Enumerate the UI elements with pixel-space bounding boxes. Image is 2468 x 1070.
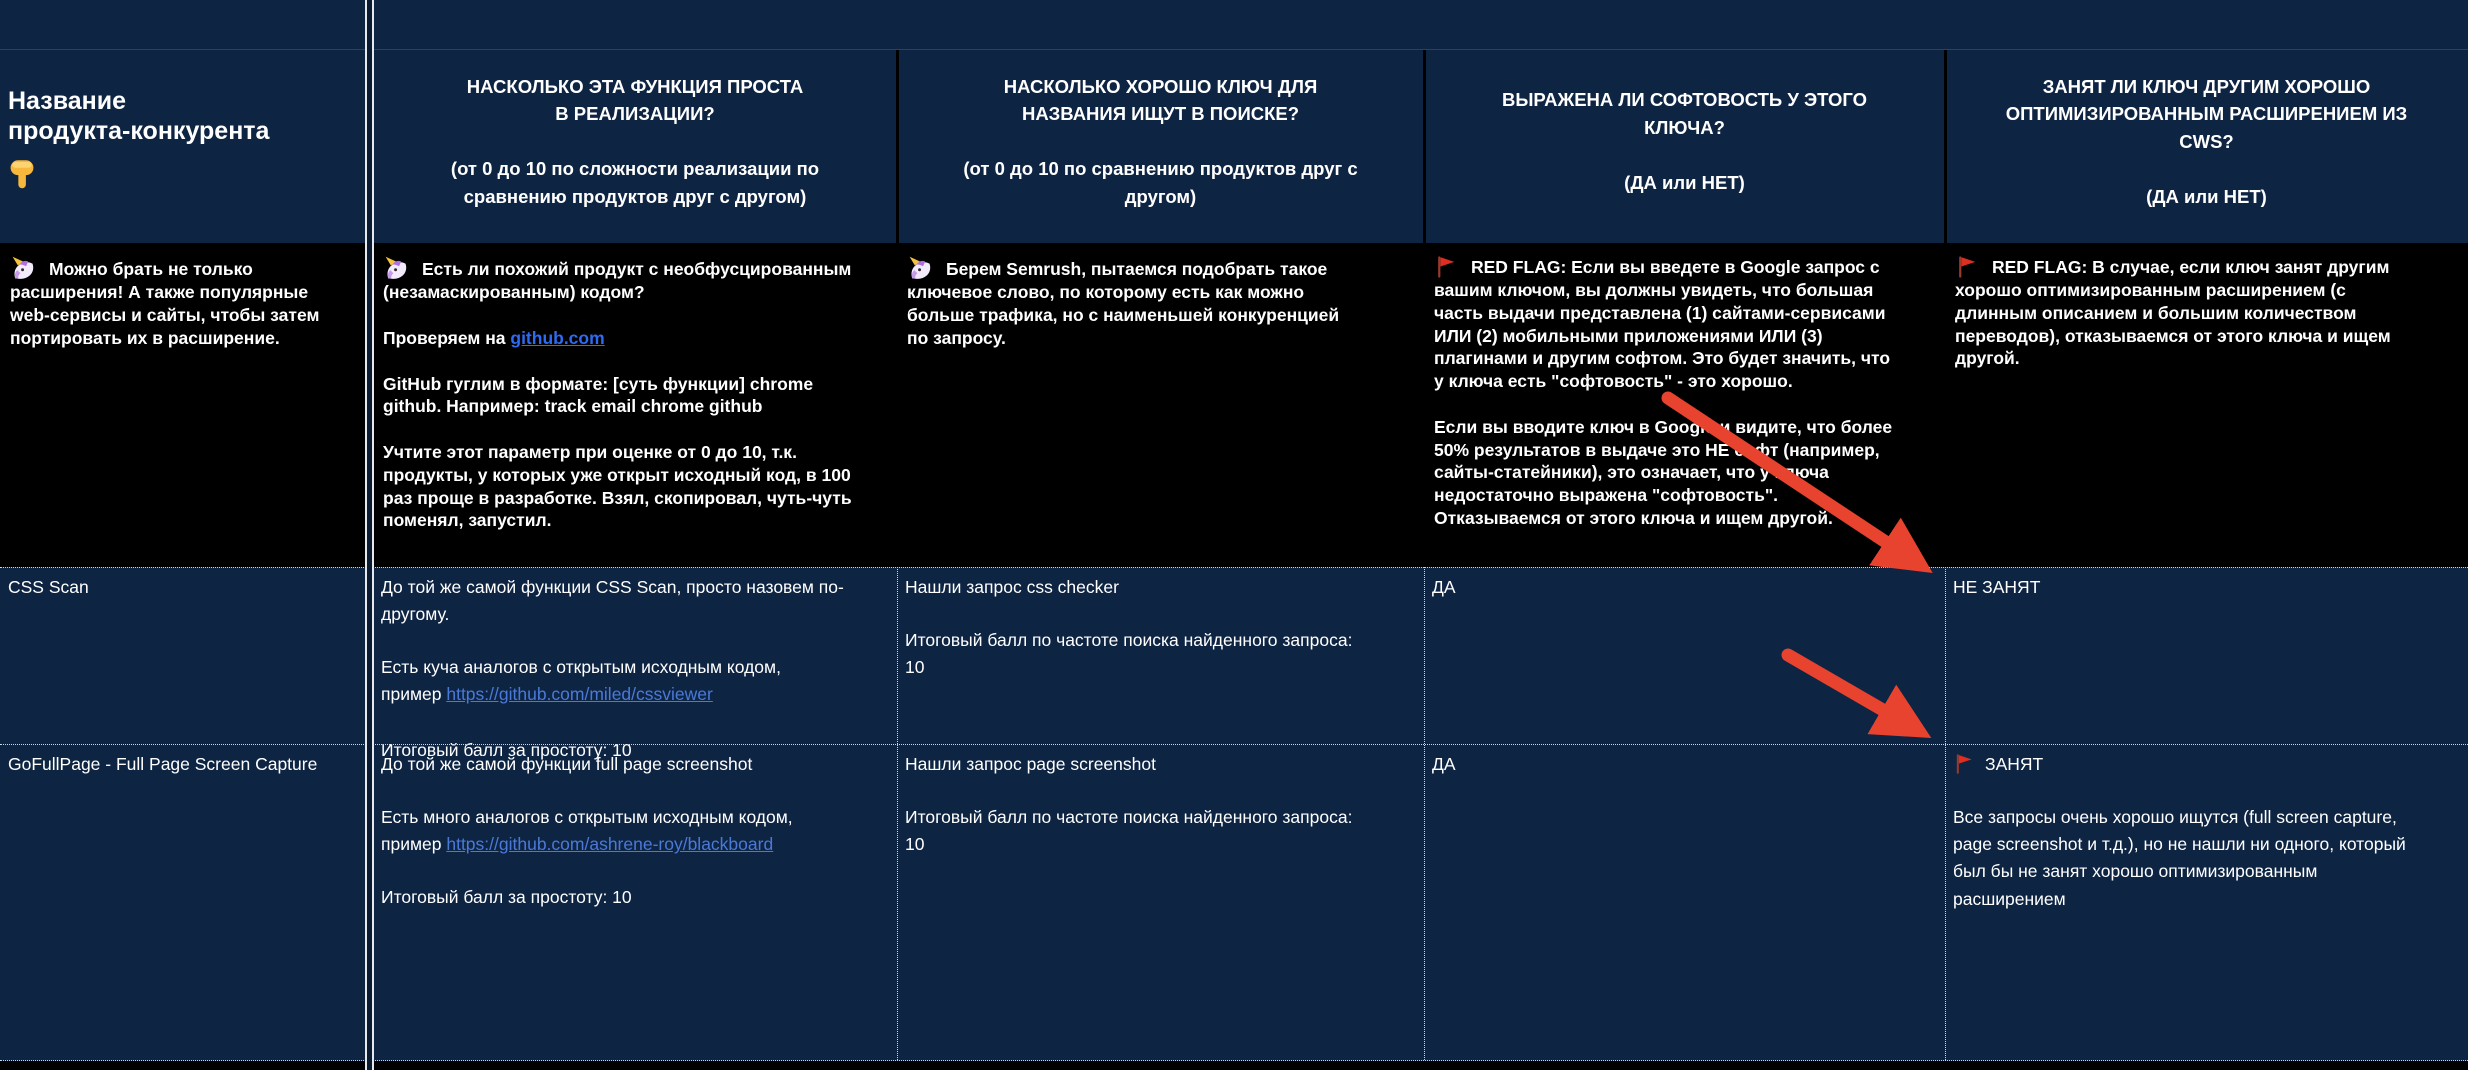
ease-score: Итоговый балл за простоту: 10 bbox=[381, 887, 632, 908]
header-note-line: (от 0 до 10 по сложности реализации по bbox=[450, 158, 820, 179]
product-name: GoFullPage - Full Page Screen Capture bbox=[8, 754, 318, 774]
header-note-line: (ДА или НЕТ) bbox=[1624, 171, 1745, 193]
guide-text: Можно брать не только расширения! А также популярные web-сервисы и сайты, чтобы затем портировать их в расширение. bbox=[10, 259, 320, 348]
cell-search[interactable] bbox=[897, 567, 1424, 744]
guide-format-note: GitHub гуглим в формате: [суть функции] chrome github. Например: track email chrome github bbox=[383, 373, 814, 417]
finger-pointing-down-icon bbox=[8, 158, 361, 197]
search-score-label: Итоговый балл по частоте поиска найденного запроса: bbox=[905, 630, 1353, 651]
unicorn-icon bbox=[907, 255, 933, 281]
search-score-label: Итоговый балл по частоте поиска найденного запроса: bbox=[905, 807, 1353, 828]
guide-cell-search bbox=[897, 243, 1424, 567]
guide-question: Есть ли похожий продукт с необфусцированным (незамаскированным) кодом? bbox=[383, 259, 852, 302]
occupied-status: ЗАНЯТ bbox=[1985, 754, 2044, 774]
ease-note: До той же самой функции CSS Scan, просто назовем по-другому. bbox=[381, 577, 844, 625]
cell-softness[interactable] bbox=[1424, 744, 1945, 1070]
header-question-line: КЛЮЧА? bbox=[1644, 117, 1725, 139]
cell-search[interactable] bbox=[897, 744, 1424, 1070]
cell-occupied[interactable] bbox=[1945, 567, 2468, 744]
github-repo-link[interactable]: https://github.com/ashrene-roy/blackboard bbox=[446, 834, 774, 855]
guide-redflag-text2: Если вы вводите ключ в Google и видите, что более 50% результатов в выдаче это НЕ софт (например, сайты-статейники), это означает, что у ключа недостаточно выражена "софтовость". Отказываемся от этого ключа и ищем другой. bbox=[1434, 416, 1893, 528]
page-title-line: Название bbox=[8, 87, 127, 115]
search-found: Нашли запрос page screenshot bbox=[905, 754, 1156, 774]
header-column-separator bbox=[1423, 50, 1426, 243]
search-found: Нашли запрос css checker bbox=[905, 577, 1119, 597]
occupied-note: Все запросы очень хорошо ищутся (full screen capture, page screenshot и т.д.), но не нашли ни одного, который был бы не занят хорошо оптимизированным расширением bbox=[1953, 807, 2406, 909]
guide-redflag-text: RED FLAG: В случае, если ключ занят другим хорошо оптимизированным расширением (с длинным описанием и большим количеством переводов), отказываемся от этого ключа и ищем другой. bbox=[1955, 257, 2391, 369]
column-header-product-name bbox=[0, 0, 373, 243]
ease-score: Итоговый балл за простоту: 10 bbox=[381, 739, 632, 760]
header-question-line: НАЗВАНИЯ ИЩУТ В ПОИСКЕ? bbox=[1021, 103, 1300, 125]
guide-redflag-text: RED FLAG: Если вы введете в Google запрос с вашим ключом, вы должны увидеть, что большая часть выдачи представлена (1) сайтами-сервисами ИЛИ (2) мобильными приложениями ИЛИ (3) плагинами и другим софтом. Это будет значить, что у ключа есть "софтовость" - это хорошо. bbox=[1434, 257, 1891, 391]
cell-product-name[interactable] bbox=[0, 567, 373, 744]
softness-value: ДА bbox=[1432, 577, 1456, 597]
softness-value: ДА bbox=[1432, 754, 1456, 774]
red-flag-icon bbox=[1953, 753, 1975, 775]
header-note-line: сравнению продуктов друг с другом) bbox=[463, 185, 807, 207]
guide-text: Берем Semrush, пытаемся подобрать такое ключевое слово, по которому есть как можно больше трафика, но с наименьшей конкуренцией по запросу. bbox=[907, 259, 1340, 348]
guide-scoring-note: Учтите этот параметр при оценке от 0 до 10, т.к. продукты, у которых уже открыт исходный код, в 100 раз проще в разработке. Взял, скопировал, чуть-чуть поменял, запустил. bbox=[383, 442, 852, 531]
frozen-pane-divider[interactable] bbox=[365, 0, 374, 1070]
unicorn-icon bbox=[383, 255, 409, 281]
header-question-line: НАСКОЛЬКО ЭТА ФУНКЦИЯ ПРОСТА bbox=[466, 75, 804, 97]
header-column-separator bbox=[896, 50, 899, 243]
guide-check-prefix: Проверяем на bbox=[383, 327, 511, 348]
unicorn-icon bbox=[10, 255, 36, 281]
header-question-line: CWS? bbox=[2179, 131, 2234, 152]
header-question-line: ВЫРАЖЕНА ЛИ СОФТОВОСТЬ У ЭТОГО bbox=[1501, 89, 1868, 111]
column-divider-dotted bbox=[1945, 567, 1946, 1060]
ease-note: До той же самой функции full page screenshot bbox=[381, 754, 753, 774]
guide-cell-ease bbox=[373, 243, 897, 567]
header-question-line: НАСКОЛЬКО ХОРОШО КЛЮЧ ДЛЯ bbox=[1003, 75, 1318, 97]
header-question-line: ОПТИМИЗИРОВАННЫМ РАСШИРЕНИЕМ ИЗ bbox=[2005, 103, 2408, 125]
github-link[interactable]: github.com bbox=[510, 327, 605, 348]
header-question-line: В РЕАЛИЗАЦИИ? bbox=[555, 103, 715, 125]
column-header-softness bbox=[1424, 0, 1945, 243]
guide-cell-product-name bbox=[0, 243, 373, 567]
red-flag-icon bbox=[1434, 255, 1458, 279]
github-repo-link[interactable]: https://github.com/miled/cssviewer bbox=[446, 684, 713, 705]
page-title-line: продукта-конкурента bbox=[8, 117, 270, 145]
cell-occupied[interactable] bbox=[1945, 744, 2468, 1070]
occupied-status: НЕ ЗАНЯТ bbox=[1953, 577, 2041, 597]
column-divider-dotted bbox=[1424, 567, 1425, 1060]
header-note-line: (ДА или НЕТ) bbox=[2146, 185, 2267, 207]
column-header-ease-of-implementation bbox=[373, 0, 897, 243]
ease-analogs: Есть много аналогов с открытым исходным кодом, пример bbox=[381, 807, 793, 855]
header-question-line: ЗАНЯТ ЛИ КЛЮЧ ДРУГИМ ХОРОШО bbox=[2042, 75, 2371, 97]
column-divider-dotted bbox=[897, 567, 898, 1060]
guide-cell-softness bbox=[1424, 243, 1945, 567]
header-note-line: (от 0 до 10 по сравнению продуктов друг с bbox=[963, 158, 1358, 179]
guide-cell-occupied bbox=[1945, 243, 2468, 567]
column-header-search-volume bbox=[897, 0, 1424, 243]
product-name: CSS Scan bbox=[8, 577, 89, 597]
search-score-value: 10 bbox=[905, 657, 925, 678]
ease-analogs: Есть куча аналогов с открытым исходным кодом, пример bbox=[381, 657, 781, 705]
header-note-line: другом) bbox=[1124, 185, 1197, 207]
cell-ease[interactable] bbox=[373, 744, 897, 1070]
search-score-value: 10 bbox=[905, 834, 925, 855]
cell-softness[interactable] bbox=[1424, 567, 1945, 744]
header-column-separator bbox=[1944, 50, 1947, 243]
column-header-key-occupied bbox=[1945, 0, 2468, 243]
red-flag-icon bbox=[1955, 255, 1979, 279]
cell-ease[interactable] bbox=[373, 567, 897, 760]
cell-product-name[interactable] bbox=[0, 744, 373, 1070]
